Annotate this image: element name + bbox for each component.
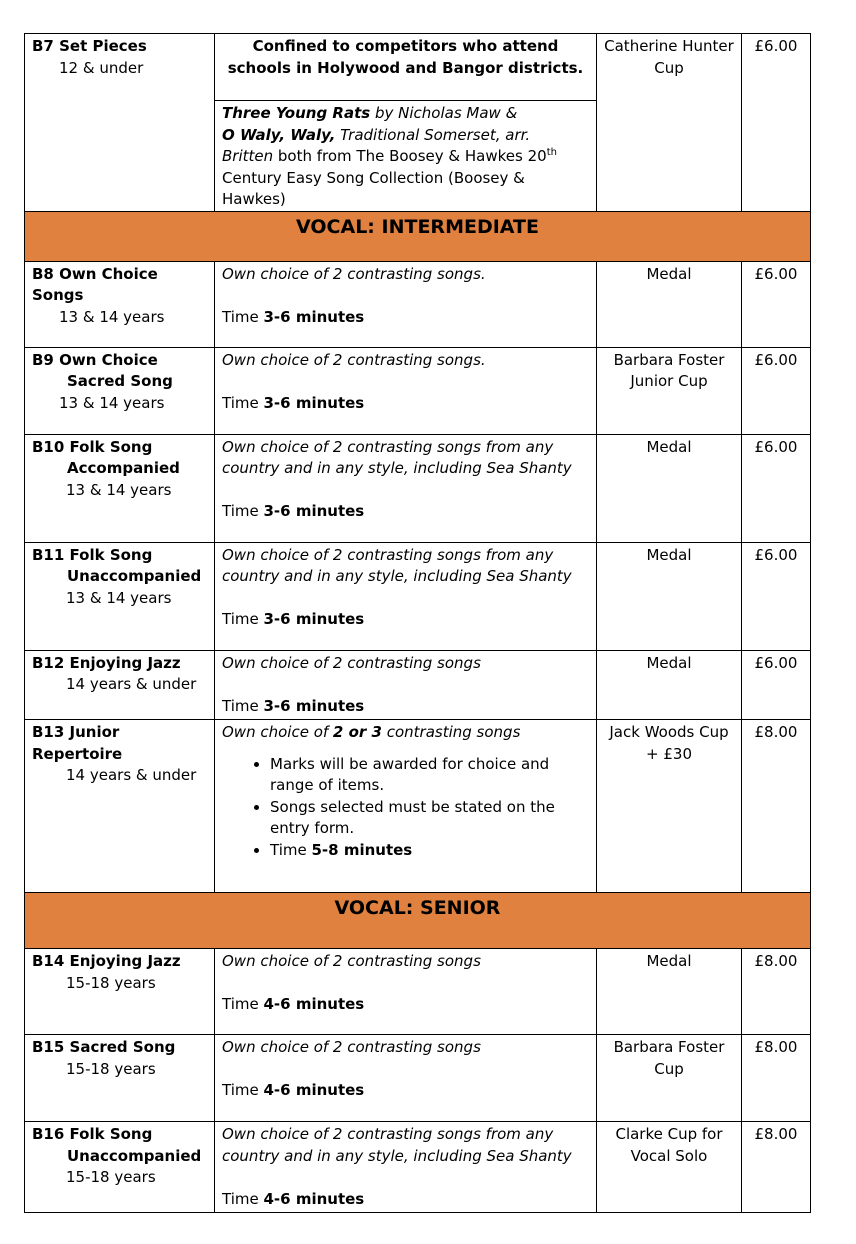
class-age: 14 years & under [66, 766, 197, 784]
class-cell [25, 34, 215, 212]
arranger: Britten [222, 147, 274, 165]
award-cell: Clarke Cup for Vocal Solo [597, 1122, 742, 1213]
piece-composer: by Nicholas Maw & [370, 104, 518, 122]
class-description: Own choice of 2 contrasting songs. [222, 264, 486, 283]
piece-title: Three Young Rats [222, 104, 371, 122]
class-title-line2: Accompanied [67, 459, 180, 477]
award-cell: Catherine Hunter Cup [597, 34, 742, 212]
class-description: Own choice of 2 contrasting songs [222, 653, 481, 672]
section-title: VOCAL: INTERMEDIATE [25, 211, 811, 261]
award-cell: Medal [597, 261, 742, 347]
class-title: B13 Junior Repertoire [32, 723, 123, 763]
table-row [25, 34, 811, 212]
class-age: 13 & 14 years [59, 307, 165, 326]
set-pieces-text [215, 100, 596, 211]
class-title: B9 Own Choice [32, 350, 158, 369]
fee-cell: £6.00 [742, 650, 811, 720]
section-header-row [25, 211, 811, 261]
fee-cell: £6.00 [742, 434, 811, 542]
award-cell: Medal [597, 542, 742, 650]
table-row [25, 1035, 811, 1122]
class-title: B12 Enjoying Jazz [32, 653, 181, 672]
award-cell: Medal [597, 434, 742, 542]
fee-cell: £6.00 [742, 34, 811, 212]
class-age: 15-18 years [66, 973, 156, 992]
class-title: B8 Own Choice Songs [32, 264, 158, 304]
class-age: 13 & 14 years [66, 588, 172, 607]
time-limit: Time 3-6 minutes [222, 610, 365, 628]
table-row [25, 1122, 811, 1213]
fee-cell: £8.00 [742, 1035, 811, 1122]
source-text: both from The Boosey & Hawkes 20 [273, 147, 547, 165]
time-limit: Time 4-6 minutes [222, 1189, 365, 1208]
table-row [25, 542, 811, 650]
class-title-line2: Unaccompanied [67, 567, 202, 585]
award-cell: Medal [597, 949, 742, 1035]
fee-cell: £6.00 [742, 542, 811, 650]
list-item: • Marks will be awarded for choice and range of items. [270, 754, 589, 797]
award-cell: Barbara Foster Cup [597, 1035, 742, 1122]
class-age: 15-18 years [66, 1168, 156, 1186]
list-item: • Time 5-8 minutes [270, 840, 589, 862]
class-description: Own choice of 2 contrasting songs from any country and in any style, including Sea Shanty [222, 545, 572, 585]
class-age: 15-18 years [66, 1059, 156, 1078]
piece-title: O Waly, Waly, [222, 125, 336, 144]
section-header-row [25, 893, 811, 949]
class-description: Own choice of 2 contrasting songs. [222, 350, 486, 369]
fee-cell: £8.00 [742, 1122, 811, 1213]
class-age: 14 years & under [66, 675, 197, 693]
class-description: Own choice of 2 contrasting songs [222, 952, 481, 970]
time-limit: Time 4-6 minutes [222, 995, 365, 1013]
award-cell: Jack Woods Cup + £30 [597, 720, 742, 893]
requirements-list [222, 754, 589, 862]
class-description: Own choice of 2 contrasting songs from any country and in any style, including Sea Shanty [222, 437, 572, 477]
syllabus-table [24, 33, 811, 1213]
class-title: B11 Folk Song [32, 545, 153, 564]
award-cell: Barbara Foster Junior Cup [597, 347, 742, 434]
class-title-line2: Sacred Song [67, 372, 173, 390]
fee-cell: £6.00 [742, 261, 811, 347]
class-description: Own choice of 2 or 3 contrasting songs [222, 723, 521, 741]
fee-cell: £8.00 [742, 720, 811, 893]
fee-cell: £8.00 [742, 949, 811, 1035]
table-row [25, 949, 811, 1035]
table-row [25, 261, 811, 347]
table-row [25, 720, 811, 893]
award-cell: Medal [597, 650, 742, 720]
time-limit: Time 3-6 minutes [222, 307, 365, 326]
class-description: Own choice of 2 contrasting songs from any country and in any style, including Sea Shanty [222, 1125, 572, 1165]
table-row [25, 434, 811, 542]
time-limit: Time 3-6 minutes [222, 696, 365, 715]
table-row [25, 347, 811, 434]
piece-composer: Traditional Somerset, arr. [335, 125, 531, 144]
time-limit: Time 3-6 minutes [222, 502, 365, 520]
section-title: VOCAL: SENIOR [25, 893, 811, 949]
time-limit: Time 3-6 minutes [222, 393, 365, 412]
class-age: 13 & 14 years [66, 480, 172, 499]
time-limit: Time 4-6 minutes [222, 1081, 365, 1099]
list-item: • Songs selected must be stated on the entry form. [270, 797, 589, 840]
class-age: 12 & under [59, 58, 144, 77]
fee-cell: £6.00 [742, 347, 811, 434]
source-sup: th [546, 147, 557, 158]
class-description: Own choice of 2 contrasting songs [222, 1038, 481, 1056]
class-title: B16 Folk Song [32, 1125, 153, 1143]
description-cell [215, 34, 597, 212]
class-title: B14 Enjoying Jazz [32, 952, 181, 970]
table-row [25, 650, 811, 720]
class-title: B15 Sacred Song [32, 1038, 176, 1056]
eligibility-note: Confined to competitors who attend schools in Holywood and Bangor districts. [227, 37, 584, 77]
class-title-line2: Unaccompanied [67, 1146, 202, 1165]
class-title: B10 Folk Song [32, 437, 153, 456]
class-title: B7 Set Pieces [32, 37, 147, 55]
class-age: 13 & 14 years [59, 393, 165, 412]
source-rest: Century Easy Song Collection (Boosey & Hawkes) [222, 168, 525, 208]
